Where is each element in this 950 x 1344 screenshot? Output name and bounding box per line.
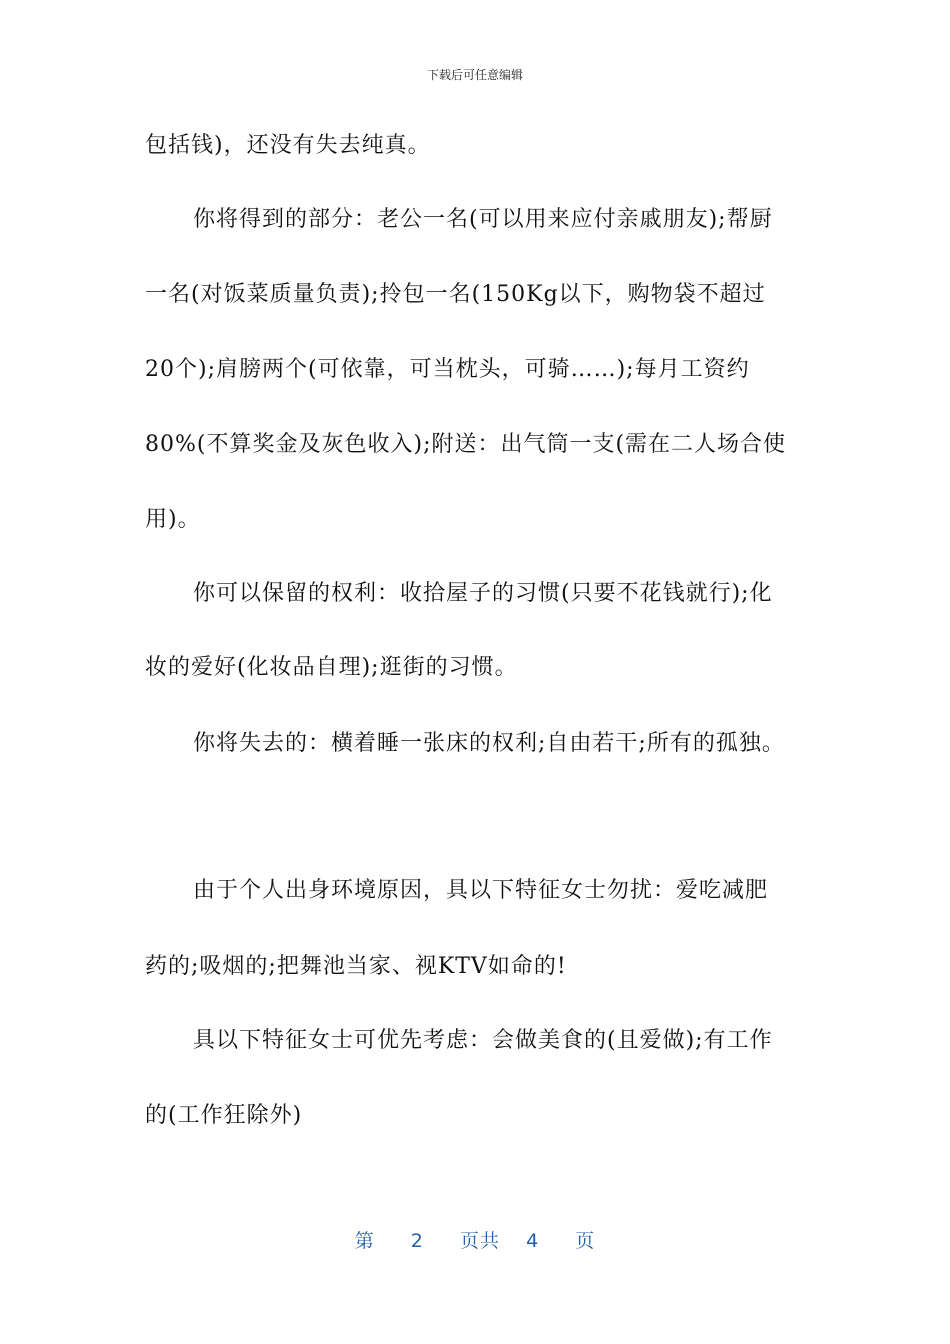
paragraph-start: 你可以保留的权利：收拾屋子的习惯(只要不花钱就行);化	[193, 581, 773, 606]
text-line: 妆的爱好(化妆品自理);逛街的习惯。	[145, 655, 518, 680]
paragraph-start: 由于个人出身环境原因，具以下特征女士勿扰：爱吃减肥	[193, 878, 769, 903]
total-page-number: 4	[526, 1230, 540, 1252]
page-header: 下载后可任意编辑	[426, 68, 523, 82]
footer-middle: 页共	[459, 1230, 500, 1252]
text-line: 80%(不算奖金及灰色收入);附送：出气筒一支(需在二人场合使	[145, 432, 787, 457]
page-footer	[0, 1226, 950, 1253]
text-line: 药的;吸烟的;把舞池当家、视KTV如命的!	[145, 954, 567, 979]
text-line: 20个);肩膀两个(可依靠，可当枕头，可骑……);每月工资约	[145, 357, 750, 382]
paragraph-start: 具以下特征女士可优先考虑：会做美食的(且爱做);有工作	[193, 1028, 773, 1053]
paragraph-start: 你将失去的：横着睡一张床的权利;自由若干;所有的孤独。	[193, 731, 785, 756]
text-line: 一名(对饭菜质量负责);拎包一名(150Kg以下，购物袋不超过	[145, 282, 766, 307]
current-page-number: 2	[410, 1230, 424, 1252]
text-line: 包括钱)，还没有失去纯真。	[145, 133, 431, 158]
text-line: 用)。	[145, 507, 201, 532]
footer-suffix: 页	[575, 1230, 596, 1252]
paragraph-start: 你将得到的部分：老公一名(可以用来应付亲戚朋友);帮厨	[193, 207, 773, 232]
text-line: 的(工作狂除外)	[145, 1103, 303, 1128]
footer-prefix: 第	[354, 1230, 375, 1252]
